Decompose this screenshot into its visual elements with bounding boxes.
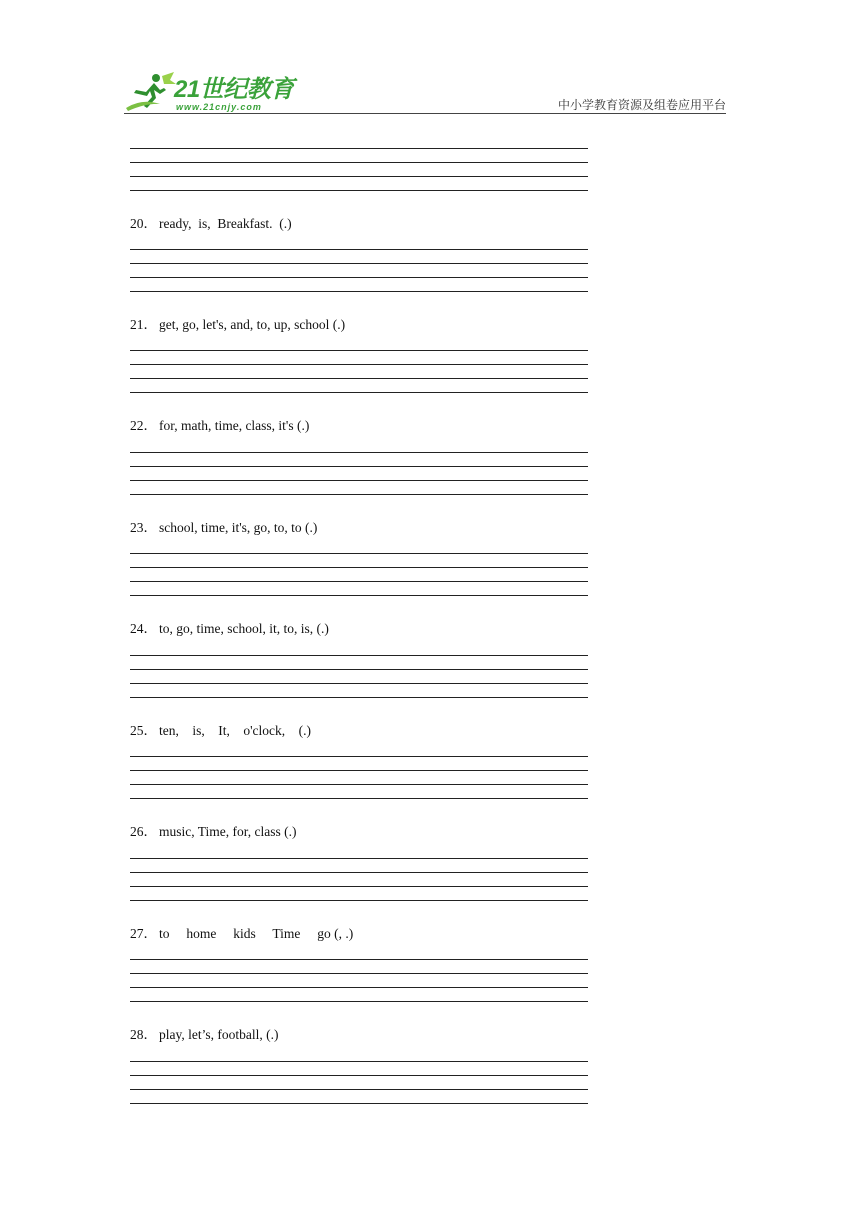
question-27 <box>130 922 353 942</box>
question-28 <box>130 1023 278 1043</box>
question-number: 24． <box>130 621 157 636</box>
question-text: school, time, it's, go, to, to (.) <box>159 520 318 535</box>
logo-url: www.21cnjy.com <box>176 102 262 112</box>
question-number: 20． <box>130 216 157 231</box>
question-text: ready, is, Breakfast. (.) <box>159 216 292 231</box>
answer-lines-27[interactable] <box>130 959 588 1002</box>
question-text: for, math, time, class, it's (.) <box>159 418 310 433</box>
logo <box>124 66 294 114</box>
question-23 <box>130 516 317 536</box>
question-number: 23． <box>130 520 157 535</box>
question-text: music, Time, for, class (.) <box>159 824 297 839</box>
answer-lines-21[interactable] <box>130 350 588 393</box>
question-20 <box>130 212 292 232</box>
answer-lines-26[interactable] <box>130 858 588 901</box>
header-divider <box>124 113 726 114</box>
answer-lines-24[interactable] <box>130 655 588 698</box>
question-number: 22． <box>130 418 157 433</box>
question-text: to, go, time, school, it, to, is, (.) <box>159 621 329 636</box>
answer-lines-28[interactable] <box>130 1061 588 1104</box>
question-number: 28． <box>130 1027 157 1042</box>
question-26 <box>130 820 296 840</box>
question-number: 25． <box>130 723 157 738</box>
question-text: ten, is, It, o'clock, (.) <box>159 723 312 738</box>
runner-logo-icon <box>124 70 176 112</box>
answer-lines-22[interactable] <box>130 452 588 495</box>
answer-lines-25[interactable] <box>130 756 588 799</box>
question-number: 21． <box>130 317 157 332</box>
question-text: play, let’s, football, (.) <box>159 1027 279 1042</box>
question-number: 26． <box>130 824 157 839</box>
answer-lines-20[interactable] <box>130 249 588 292</box>
answer-lines-23[interactable] <box>130 553 588 596</box>
question-text: get, go, let's, and, to, up, school (.) <box>159 317 346 332</box>
question-number: 27． <box>130 926 157 941</box>
platform-tagline: 中小学教育资源及组卷应用平台 <box>557 98 726 112</box>
question-25 <box>130 719 311 739</box>
question-21 <box>130 313 345 333</box>
page-header <box>124 66 726 116</box>
question-22 <box>130 414 309 434</box>
question-24 <box>130 617 329 637</box>
logo-wordmark: 21世纪教育 <box>174 76 294 103</box>
answer-lines-19[interactable] <box>130 148 588 191</box>
question-text: to home kids Time go (, .) <box>159 926 354 941</box>
